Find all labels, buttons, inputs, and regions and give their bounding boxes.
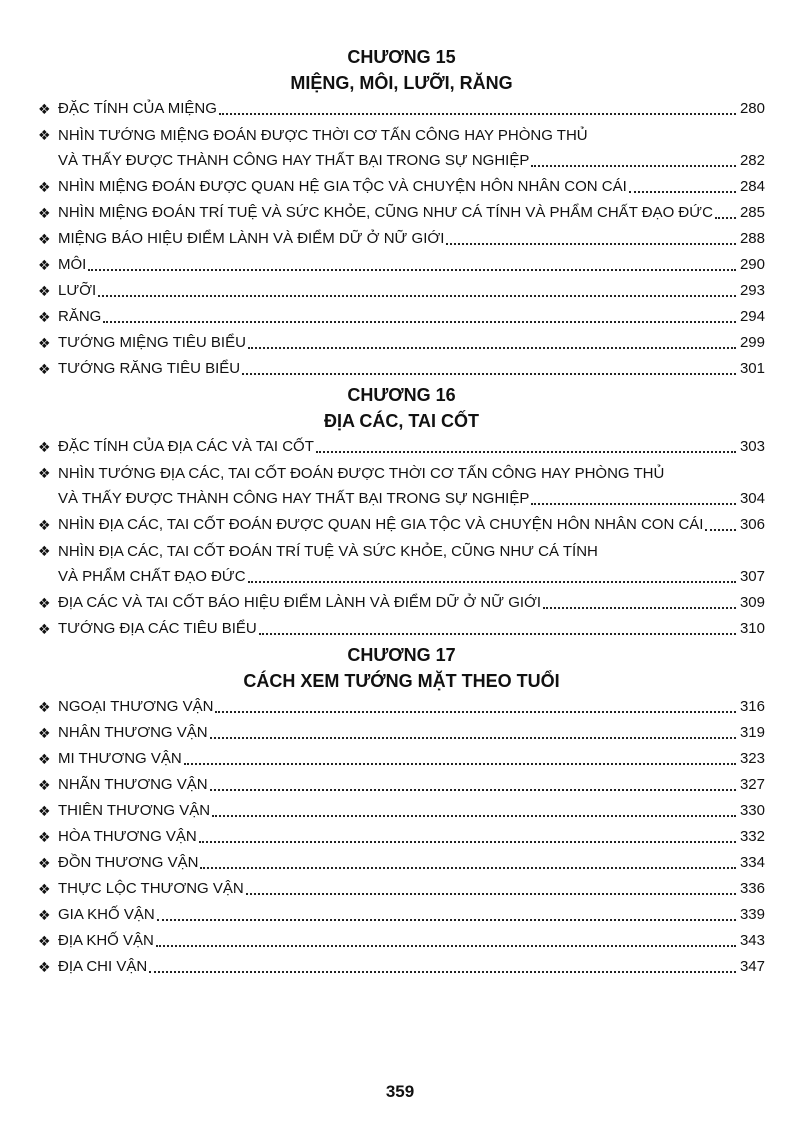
toc-entry[interactable] <box>38 122 765 174</box>
dot-leader <box>184 763 736 765</box>
dot-leader <box>246 893 736 895</box>
diamond-bullet-icon: ❖ <box>38 725 51 741</box>
entry-title: TƯỚNG RĂNG TIÊU BIỂU <box>58 360 241 377</box>
chapter-heading <box>38 44 765 96</box>
entry-title: NHÌN ĐỊA CÁC, TAI CỐT ĐOÁN ĐƯỢC QUAN HỆ GIA TỘC VÀ CHUYỆN HÔN NHÂN CON CÁI <box>58 516 704 533</box>
diamond-bullet-icon: ❖ <box>38 881 51 897</box>
diamond-bullet-icon: ❖ <box>38 335 51 351</box>
dot-leader <box>157 919 736 921</box>
toc-entry[interactable] <box>38 174 765 200</box>
entry-page-number: 310 <box>739 620 765 637</box>
dot-leader <box>215 711 736 713</box>
entry-title: NHÃN THƯƠNG VẬN <box>58 776 208 793</box>
dot-leader <box>629 191 736 193</box>
dot-leader <box>242 373 736 375</box>
entry-title: VÀ THẤY ĐƯỢC THÀNH CÔNG HAY THẤT BẠI TRONG SỰ NGHIỆP <box>58 490 530 507</box>
diamond-bullet-icon: ❖ <box>38 361 51 377</box>
entry-title: THIÊN THƯƠNG VẬN <box>58 802 211 819</box>
dot-leader <box>212 815 736 817</box>
diamond-bullet-icon: ❖ <box>38 777 51 793</box>
entry-title: MIỆNG BÁO HIỆU ĐIỂM LÀNH VÀ ĐIỂM DỮ Ở NỮ GIỚI <box>58 230 445 247</box>
toc-entry[interactable] <box>38 590 765 616</box>
entry-page-number: 282 <box>739 152 765 169</box>
entry-page-number: 288 <box>739 230 765 247</box>
entry-title: ĐỊA CÁC VÀ TAI CỐT BÁO HIỆU ĐIỂM LÀNH VÀ ĐIỂM DỮ Ở NỮ GIỚI <box>58 594 542 611</box>
toc-entry[interactable] <box>38 954 765 980</box>
entry-title: TƯỚNG ĐỊA CÁC TIÊU BIỂU <box>58 620 257 637</box>
entry-page-number: 316 <box>739 698 765 715</box>
entry-page-number: 309 <box>739 594 765 611</box>
diamond-bullet-icon: ❖ <box>38 465 51 481</box>
diamond-bullet-icon: ❖ <box>38 595 51 611</box>
diamond-bullet-icon: ❖ <box>38 855 51 871</box>
entry-title: MI THƯƠNG VẬN <box>58 750 182 767</box>
toc-entry[interactable] <box>38 798 765 824</box>
toc-entry[interactable] <box>38 200 765 226</box>
dot-leader <box>156 945 736 947</box>
toc-entry[interactable] <box>38 330 765 356</box>
entry-title: NHÌN ĐỊA CÁC, TAI CỐT ĐOÁN TRÍ TUỆ VÀ SỨC KHỎE, CŨNG NHƯ CÁ TÍNH <box>58 543 598 560</box>
diamond-bullet-icon: ❖ <box>38 127 51 143</box>
entry-title: ĐỊA CHI VẬN <box>58 958 148 975</box>
diamond-bullet-icon: ❖ <box>38 751 51 767</box>
entry-page-number: 336 <box>739 880 765 897</box>
diamond-bullet-icon: ❖ <box>38 907 51 923</box>
diamond-bullet-icon: ❖ <box>38 309 51 325</box>
diamond-bullet-icon: ❖ <box>38 439 51 455</box>
entry-page-number: 301 <box>739 360 765 377</box>
dot-leader <box>316 451 736 453</box>
entry-page-number: 343 <box>739 932 765 949</box>
dot-leader <box>248 347 736 349</box>
toc-entry[interactable] <box>38 772 765 798</box>
entry-title: TƯỚNG MIỆNG TIÊU BIỂU <box>58 334 246 351</box>
diamond-bullet-icon: ❖ <box>38 231 51 247</box>
dot-leader <box>200 867 736 869</box>
toc-entry[interactable] <box>38 876 765 902</box>
page-number: 359 <box>385 1082 415 1101</box>
toc-page <box>38 0 765 980</box>
entry-page-number: 303 <box>739 438 765 455</box>
chapter-heading <box>38 642 765 694</box>
toc-entry[interactable] <box>38 694 765 720</box>
diamond-bullet-icon: ❖ <box>38 283 51 299</box>
entry-title: NHÌN TƯỚNG ĐỊA CÁC, TAI CỐT ĐOÁN ĐƯỢC THỜI CƠ TẤN CÔNG HAY PHÒNG THỦ <box>58 465 665 482</box>
entry-page-number: 334 <box>739 854 765 871</box>
chapter-title: ĐỊA CÁC, TAI CỐT <box>324 411 479 431</box>
diamond-bullet-icon: ❖ <box>38 829 51 845</box>
dot-leader <box>88 269 736 271</box>
chapter-number: CHƯƠNG 17 <box>347 645 456 665</box>
entry-title: GIA KHỐ VẬN <box>58 906 155 923</box>
table-of-contents <box>38 0 765 980</box>
toc-entry[interactable] <box>38 226 765 252</box>
dot-leader <box>210 789 736 791</box>
entry-page-number: 294 <box>739 308 765 325</box>
toc-entry[interactable] <box>38 616 765 642</box>
diamond-bullet-icon: ❖ <box>38 257 51 273</box>
toc-entry[interactable] <box>38 356 765 382</box>
toc-entry[interactable] <box>38 252 765 278</box>
entry-page-number: 299 <box>739 334 765 351</box>
entry-title: ĐỊA KHỐ VẬN <box>58 932 154 949</box>
toc-entry[interactable] <box>38 850 765 876</box>
toc-entry[interactable] <box>38 928 765 954</box>
entry-title: NHÌN TƯỚNG MIỆNG ĐOÁN ĐƯỢC THỜI CƠ TẤN CÔNG HAY PHÒNG THỦ <box>58 127 588 144</box>
entry-title: NHÌN MIỆNG ĐOÁN ĐƯỢC QUAN HỆ GIA TỘC VÀ CHUYỆN HÔN NHÂN CON CÁI <box>58 178 627 195</box>
chapter-title: MIỆNG, MÔI, LƯỠI, RĂNG <box>290 73 513 93</box>
dot-leader <box>705 529 736 531</box>
toc-entry[interactable] <box>38 746 765 772</box>
entry-title: HÒA THƯƠNG VẬN <box>58 828 197 845</box>
dot-leader <box>259 633 736 635</box>
dot-leader <box>531 503 736 505</box>
toc-entry[interactable] <box>38 512 765 538</box>
diamond-bullet-icon: ❖ <box>38 803 51 819</box>
chapter-number: CHƯƠNG 15 <box>347 47 456 67</box>
entry-page-number: 307 <box>739 568 765 585</box>
dot-leader <box>103 321 736 323</box>
chapter-title: CÁCH XEM TƯỚNG MẶT THEO TUỔI <box>243 671 560 691</box>
diamond-bullet-icon: ❖ <box>38 543 51 559</box>
entry-page-number: 306 <box>739 516 765 533</box>
entry-title: LƯỠI <box>58 282 97 299</box>
diamond-bullet-icon: ❖ <box>38 959 51 975</box>
entry-page-number: 339 <box>739 906 765 923</box>
diamond-bullet-icon: ❖ <box>38 517 51 533</box>
entry-title: NHÂN THƯƠNG VẬN <box>58 724 208 741</box>
dot-leader <box>98 295 736 297</box>
entry-title: MÔI <box>58 256 87 273</box>
diamond-bullet-icon: ❖ <box>38 179 51 195</box>
entry-title: VÀ THẤY ĐƯỢC THÀNH CÔNG HAY THẤT BẠI TRONG SỰ NGHIỆP <box>58 152 530 169</box>
dot-leader <box>715 217 736 219</box>
entry-page-number: 290 <box>739 256 765 273</box>
entry-page-number: 323 <box>739 750 765 767</box>
entry-page-number: 327 <box>739 776 765 793</box>
toc-entry[interactable] <box>38 96 765 122</box>
diamond-bullet-icon: ❖ <box>38 621 51 637</box>
entry-page-number: 285 <box>739 204 765 221</box>
diamond-bullet-icon: ❖ <box>38 101 51 117</box>
entry-title: RĂNG <box>58 308 102 325</box>
entry-page-number: 347 <box>739 958 765 975</box>
chapter-heading <box>38 382 765 434</box>
entry-page-number: 330 <box>739 802 765 819</box>
toc-entry[interactable] <box>38 538 765 590</box>
entry-title: VÀ PHẨM CHẤT ĐẠO ĐỨC <box>58 568 246 585</box>
entry-title: NHÌN MIỆNG ĐOÁN TRÍ TUỆ VÀ SỨC KHỎE, CŨNG NHƯ CÁ TÍNH VÀ PHẨM CHẤT ĐẠO ĐỨC <box>58 204 713 221</box>
toc-entry[interactable] <box>38 304 765 330</box>
entry-title: THỰC LỘC THƯƠNG VẬN <box>58 880 244 897</box>
toc-entry[interactable] <box>38 902 765 928</box>
dot-leader <box>248 581 736 583</box>
entry-title: NGOẠI THƯƠNG VẬN <box>58 698 214 715</box>
entry-title: ĐẶC TÍNH CỦA MIỆNG <box>58 100 217 117</box>
diamond-bullet-icon: ❖ <box>38 933 51 949</box>
diamond-bullet-icon: ❖ <box>38 205 51 221</box>
dot-leader <box>531 165 736 167</box>
entry-page-number: 293 <box>739 282 765 299</box>
entry-page-number: 319 <box>739 724 765 741</box>
dot-leader <box>543 607 736 609</box>
entry-title: ĐỒN THƯƠNG VẬN <box>58 854 199 871</box>
entry-page-number: 284 <box>739 178 765 195</box>
entry-title: ĐẶC TÍNH CỦA ĐỊA CÁC VÀ TAI CỐT <box>58 438 314 455</box>
dot-leader <box>219 113 736 115</box>
toc-entry[interactable] <box>38 720 765 746</box>
dot-leader <box>149 971 736 973</box>
entry-page-number: 280 <box>739 100 765 117</box>
entry-page-number: 304 <box>739 490 765 507</box>
dot-leader <box>446 243 736 245</box>
dot-leader <box>210 737 736 739</box>
diamond-bullet-icon: ❖ <box>38 699 51 715</box>
entry-page-number: 332 <box>739 828 765 845</box>
toc-entry[interactable] <box>38 278 765 304</box>
toc-entry[interactable] <box>38 460 765 512</box>
chapter-number: CHƯƠNG 16 <box>347 385 456 405</box>
toc-entry[interactable] <box>38 824 765 850</box>
toc-entry[interactable] <box>38 434 765 460</box>
dot-leader <box>199 841 736 843</box>
